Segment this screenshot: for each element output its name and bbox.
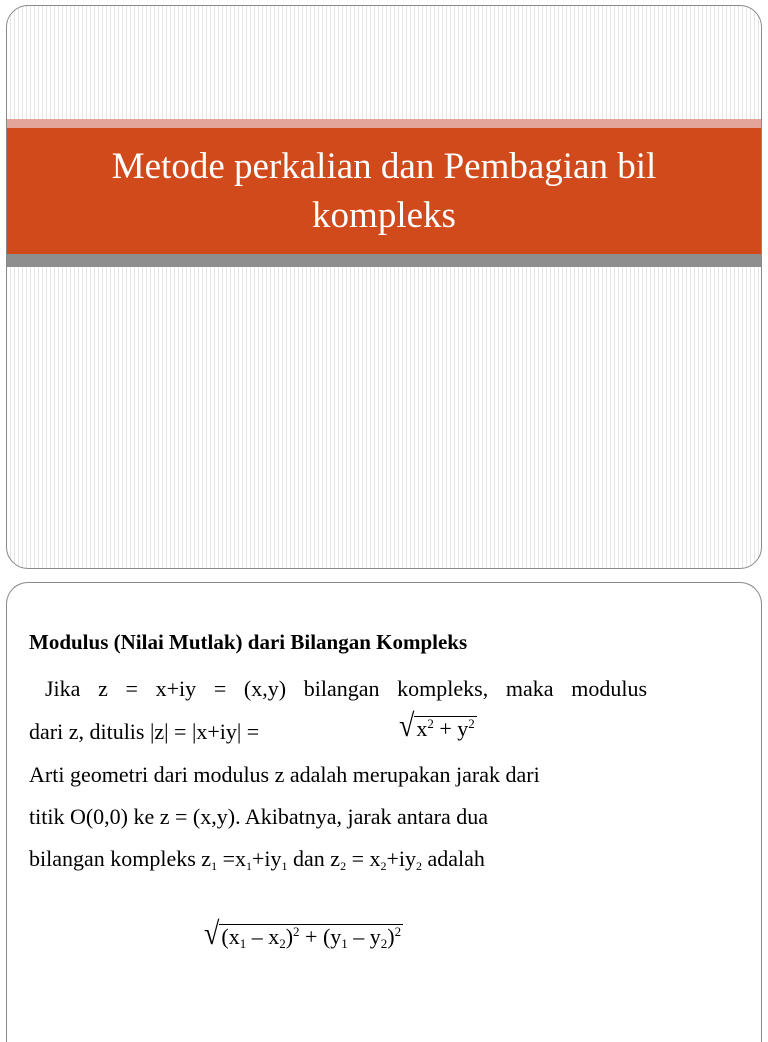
subscript: 1 xyxy=(281,859,288,873)
formula-part: + (y xyxy=(299,924,342,949)
title-accent-band xyxy=(7,119,761,128)
formula-y: + y xyxy=(433,716,469,741)
slide-title xyxy=(34,142,734,240)
formula-x: x xyxy=(416,716,428,741)
sqrt-symbol: √ xyxy=(399,708,415,745)
subscript: 2 xyxy=(416,859,423,873)
subscript: 1 xyxy=(211,859,218,873)
modulus-formula xyxy=(399,708,477,745)
formula-exponent: 2 xyxy=(293,924,300,939)
text-fragment: +iy xyxy=(386,846,417,871)
subscript: 1 xyxy=(239,936,247,951)
formula-part: – y xyxy=(347,924,381,949)
text-fragment: adalah xyxy=(422,846,485,871)
formula-part: – x xyxy=(246,924,280,949)
formula-exponent: 2 xyxy=(394,924,402,939)
text-fragment: bilangan kompleks z xyxy=(29,846,212,871)
formula-part: ) xyxy=(387,924,395,949)
text-fragment: = x xyxy=(346,846,381,871)
title-shadow-band xyxy=(7,254,761,267)
subscript: 2 xyxy=(380,859,387,873)
slide-title-line-1: Metode perkalian dan Pembagian bil xyxy=(111,146,657,187)
subscript: 2 xyxy=(279,936,286,951)
paragraph-line-2-text: dari z, ditulis |z| = |x+iy| = xyxy=(29,719,260,744)
slide-title-line-2: kompleks xyxy=(312,195,456,236)
subscript: 1 xyxy=(341,936,348,951)
formula-exponent: 2 xyxy=(427,716,434,731)
formula-part: (x xyxy=(221,924,240,949)
text-fragment: dan z xyxy=(287,846,341,871)
subscript: 2 xyxy=(340,859,347,873)
paragraph-line-1: Jika z = x+iy = (x,y) bilangan kompleks, maka modulus xyxy=(45,676,647,701)
text-fragment: =x xyxy=(217,846,246,871)
subscript: 1 xyxy=(246,859,252,873)
subscript: 2 xyxy=(380,936,388,951)
section-heading: Modulus (Nilai Mutlak) dari Bilangan Kompleks xyxy=(29,630,468,654)
distance-formula xyxy=(204,916,403,953)
title-bar xyxy=(7,128,761,254)
paragraph-line-3: Arti geometri dari modulus z adalah merupakan jarak dari xyxy=(29,762,540,787)
formula-part: ) xyxy=(285,924,294,949)
text-fragment: +iy xyxy=(252,846,282,871)
sqrt-symbol: √ xyxy=(204,916,220,953)
paragraph-line-2 xyxy=(29,719,259,745)
formula-exponent: 2 xyxy=(468,716,475,731)
content-slide xyxy=(6,582,762,1042)
paragraph-line-5 xyxy=(29,846,485,872)
title-slide xyxy=(6,5,762,569)
paragraph-line-4: titik O(0,0) ke z = (x,y). Akibatnya, jarak antara dua xyxy=(29,804,488,829)
